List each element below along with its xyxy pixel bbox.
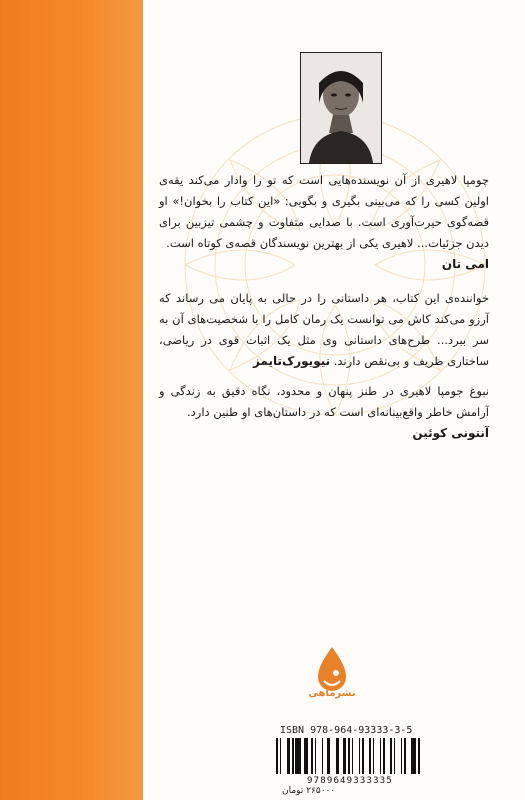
publisher-name: نشرماهی	[308, 688, 356, 699]
orange-spine-band	[0, 0, 143, 800]
isbn-number: ISBN 978-964-93333-3-5	[280, 725, 413, 736]
barcode	[276, 738, 424, 774]
review-credit: نیویورک‌تایمز	[252, 354, 331, 368]
barcode-digits: 9789649333335	[306, 776, 394, 786]
review-paragraph-1	[159, 170, 489, 275]
price-label: ۲۶۵۰۰۰ تومان	[282, 786, 336, 796]
review-credit: آنتونی کوئین	[412, 426, 489, 440]
review-text: نبوغ جومپا لاهیری در طنز پنهان و محدود، نگاه دقیق به زندگی و آرامش خاطر واقع‌بینانه‌ای است که در داستان‌های او طنین دارد.	[159, 384, 489, 419]
review-credit: امی تان	[441, 257, 489, 271]
review-paragraph-2	[159, 288, 489, 372]
review-paragraph-3	[159, 381, 489, 444]
barcode-bar	[420, 738, 424, 774]
review-text: چومپا لاهیری از آن نویسنده‌هایی است که تو را وادار می‌کند یقه‌ی اولین کسی را که می‌بینی بگیری و بگویی: «این کتاب را بخوان!» او قصه‌گوی حیرت‌آوری است. با صدایی متفاوت و چشمی تیزبین برای دیدن جزئیات... لاهیری یکی از بهترین نویسندگان قصه‌ی کوتاه است.	[159, 173, 489, 250]
author-photo	[300, 52, 382, 164]
review-text: خواننده‌ی این کتاب، هر داستانی را در حالی به پایان می رساند که آرزو می‌کند کاش می توانست یک رمان کامل را با شخصیت‌های آن به سر ببرد... طرح‌های داستانی وی مثل یک اثبات قوی در ریاضی، ساختاری ظریف و بی‌نقص دارند.	[159, 291, 489, 368]
